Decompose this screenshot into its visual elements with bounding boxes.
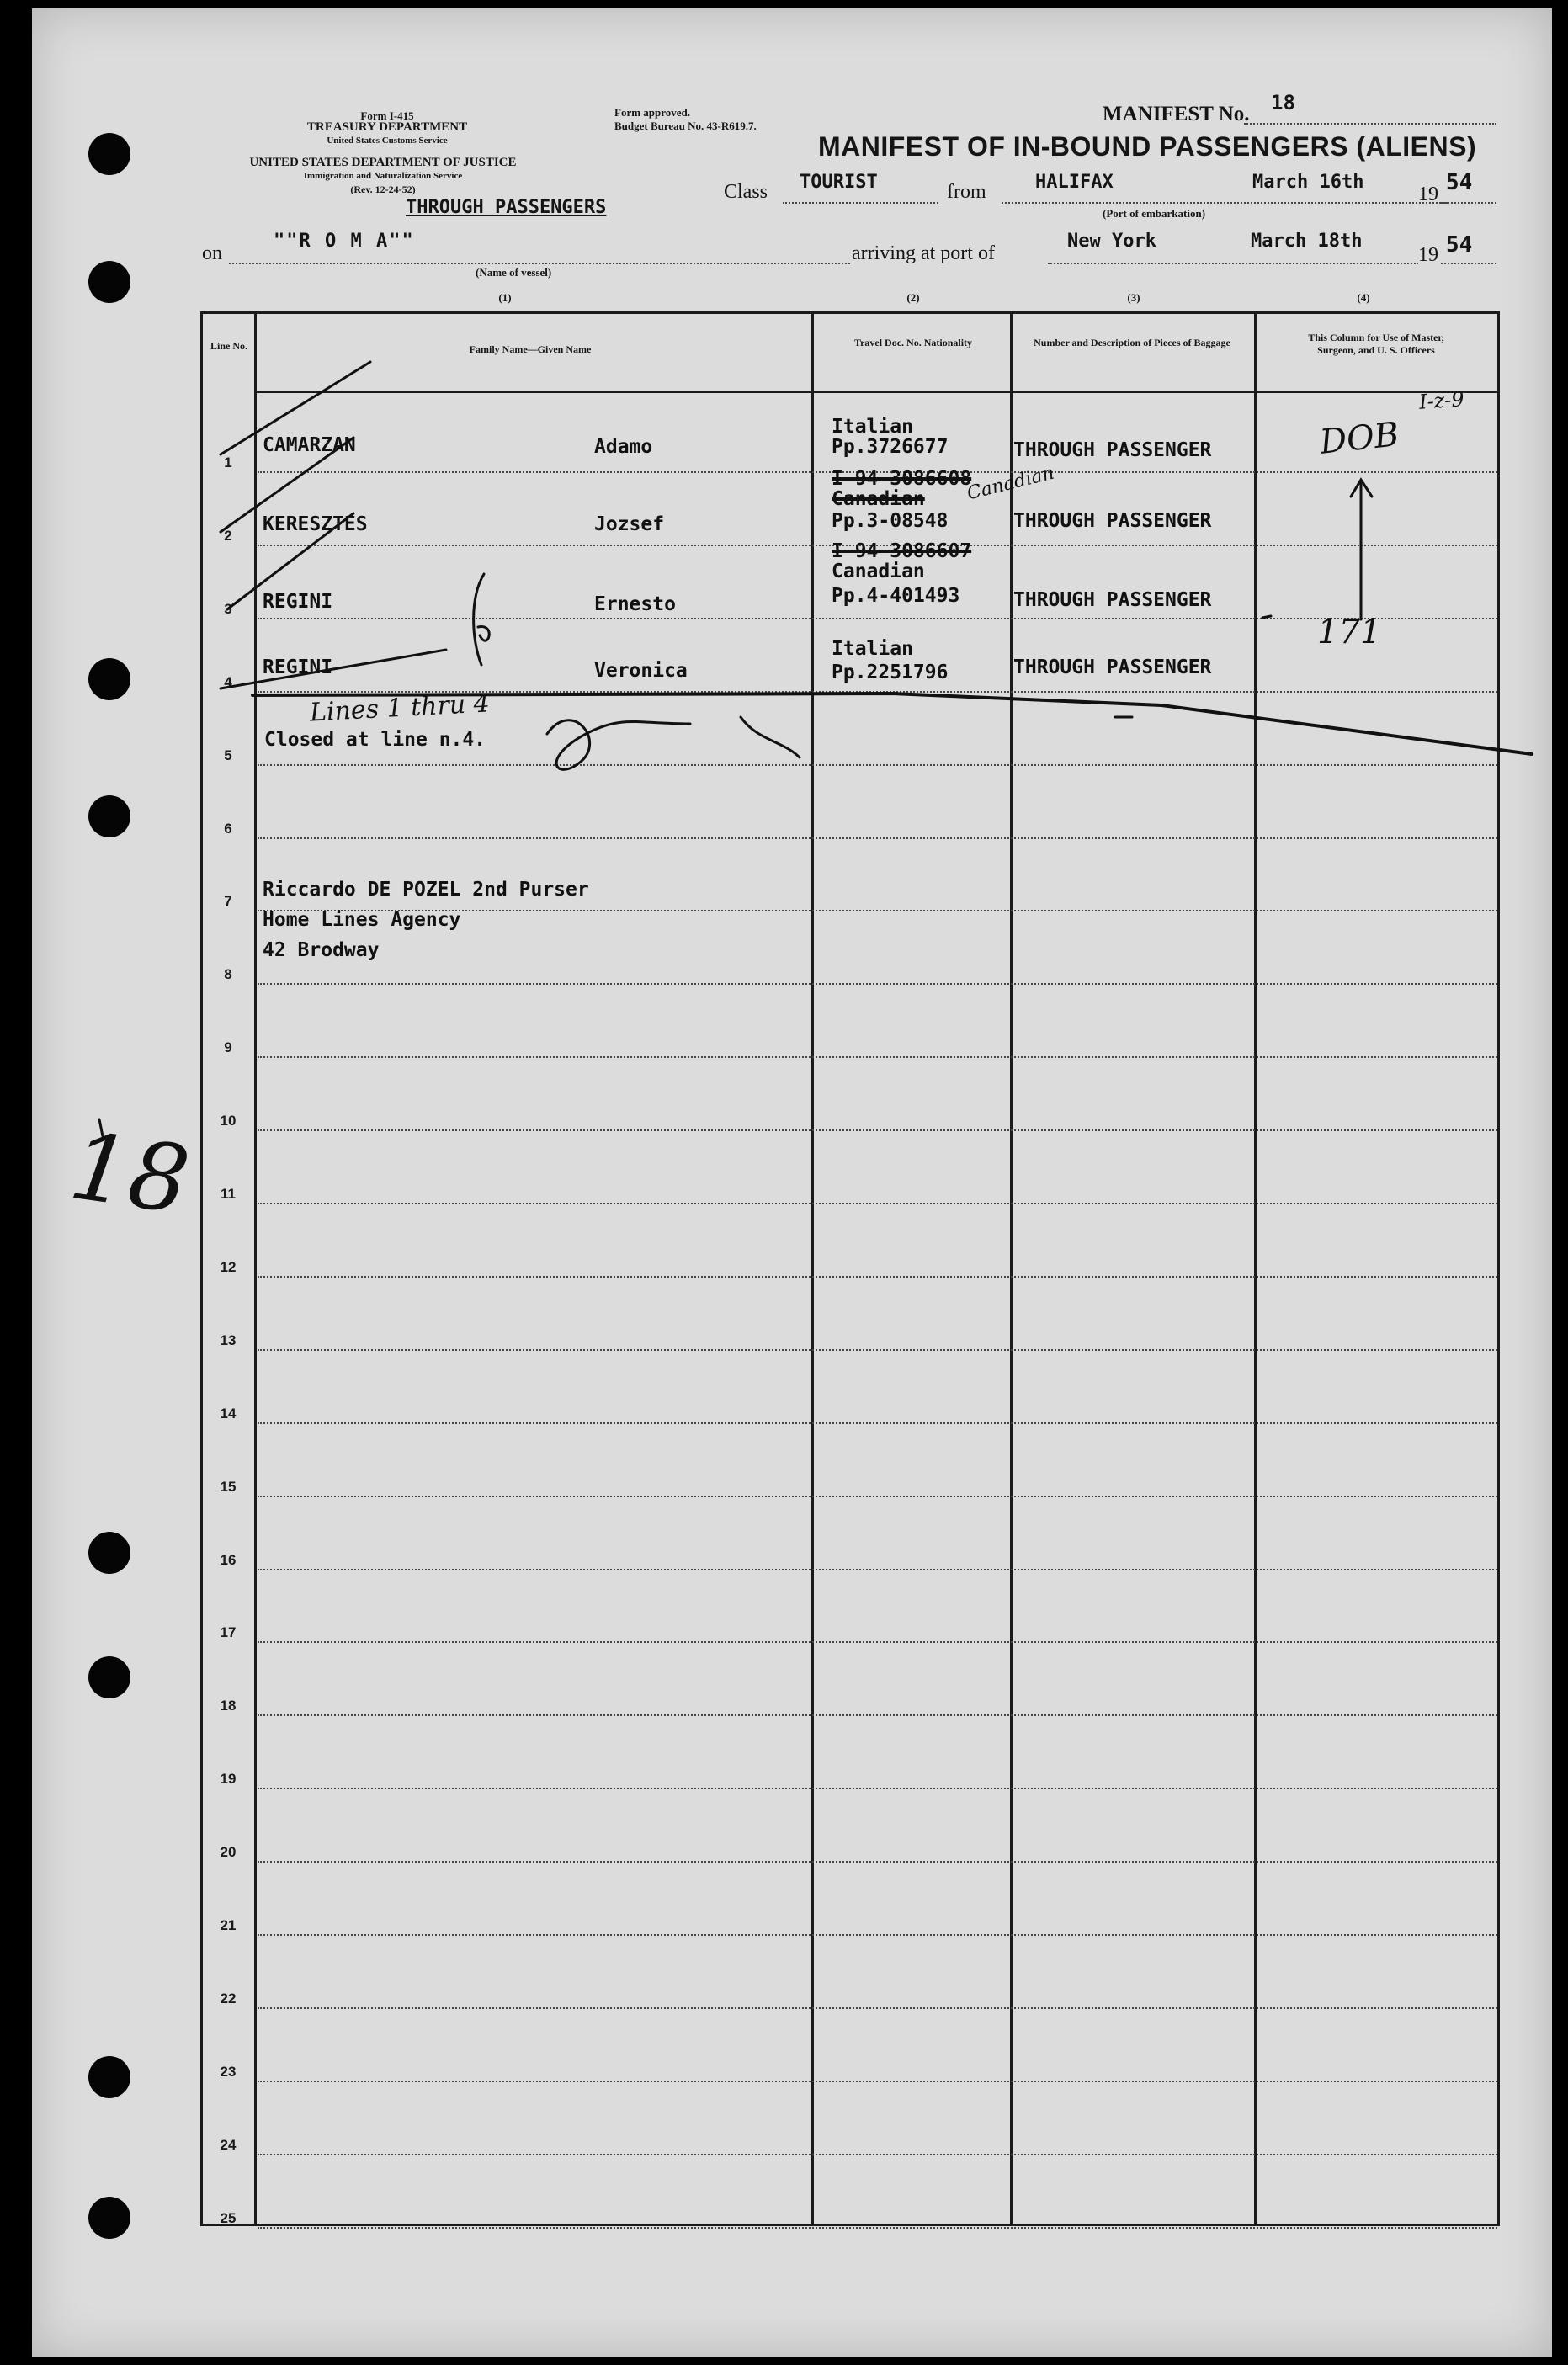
form-number: Form I-415 — [360, 109, 414, 122]
row-rule — [258, 983, 1497, 985]
row-rule — [258, 2227, 1497, 2229]
vessel-name: ""R O M A"" — [274, 231, 415, 252]
punch-hole — [88, 1656, 130, 1698]
row-rule — [258, 1129, 1497, 1131]
handwritten-iz9: I-z-9 — [1418, 387, 1465, 414]
line-number: 7 — [224, 893, 232, 909]
punch-hole — [88, 2056, 130, 2098]
manifest-number: 18 — [1271, 91, 1295, 114]
line-number: 6 — [224, 821, 232, 837]
line-number: 14 — [220, 1406, 237, 1422]
row-rule — [258, 1056, 1497, 1058]
table-left-border — [200, 311, 203, 2226]
header-officers: This Column for Use of Master, Surgeon, and U. S. Officers — [1308, 332, 1444, 356]
purser-name: Riccardo DE POZEL 2nd Purser — [263, 879, 589, 901]
passenger-2-given: Jozsef — [594, 513, 665, 535]
line-number: 16 — [220, 1552, 237, 1568]
row-rule — [258, 2154, 1497, 2155]
punch-hole — [88, 261, 130, 303]
line-number: 15 — [220, 1479, 237, 1495]
line-number: 1 — [224, 454, 232, 470]
arriving-label: arriving at port of — [852, 242, 995, 264]
column-number-3: (3) — [1127, 291, 1140, 304]
line-number: 21 — [220, 1917, 237, 1933]
line-number: 19 — [220, 1771, 237, 1787]
line-number: 13 — [220, 1332, 237, 1348]
line-number: 12 — [220, 1259, 237, 1275]
column-header-divider — [254, 391, 1498, 393]
passenger-4-family: REGINI — [263, 656, 333, 678]
line-number: 17 — [220, 1624, 237, 1640]
port-embarkation-caption: (Port of embarkation) — [1103, 207, 1206, 220]
row-rule — [258, 1276, 1497, 1278]
agency-name: Home Lines Agency — [263, 909, 461, 931]
line-number: 18 — [220, 1698, 237, 1714]
class-label: Class — [724, 181, 768, 203]
from-value: HALIFAX — [1035, 172, 1114, 193]
passenger-3-baggage: THROUGH PASSENGER — [1013, 589, 1212, 611]
from-label: from — [947, 181, 986, 203]
header-name: Family Name—Given Name — [469, 343, 592, 355]
passenger-4-nationality: Italian — [832, 638, 913, 660]
passenger-1-doc: Pp.3726677 — [832, 436, 949, 458]
row-rule — [258, 618, 1497, 619]
passenger-2-doc: Pp.3-08548 — [832, 510, 949, 532]
on-label: on — [202, 242, 222, 264]
handwritten-margin-18: 18 — [63, 1111, 196, 1236]
handwritten-canadian: Canadian — [965, 462, 1057, 505]
passenger-2-family: KERESZTES — [263, 513, 368, 535]
line-number: 23 — [220, 2064, 237, 2080]
line-column-divider — [254, 311, 257, 2226]
punch-hole — [88, 1532, 130, 1574]
doc-column-divider — [1010, 311, 1013, 2226]
header-baggage: Number and Description of Pieces of Baggage — [1034, 337, 1230, 348]
manifest-title: MANIFEST OF IN-BOUND PASSENGERS (ALIENS) — [818, 131, 1477, 162]
table-top-border — [200, 311, 1500, 314]
class-value: TOURIST — [800, 172, 878, 193]
passenger-1-family: CAMARZAN — [263, 434, 356, 456]
treasury-department: TREASURY DEPARTMENT — [306, 120, 468, 134]
line-number: 22 — [220, 1990, 237, 2006]
form-revision: (Rev. 12-24-52) — [350, 183, 416, 195]
passenger-3-doc: Pp.4-401493 — [832, 585, 960, 607]
passenger-1-nationality: Italian — [832, 416, 913, 438]
row-rule — [258, 1422, 1497, 1424]
name-column-divider — [811, 311, 814, 2226]
line-number: 9 — [224, 1039, 232, 1055]
manifest-label: MANIFEST No. — [1103, 103, 1250, 125]
arrival-port: New York — [1067, 231, 1156, 252]
baggage-column-divider — [1254, 311, 1257, 2226]
manifest-page — [32, 8, 1552, 2357]
row-rule — [258, 1641, 1497, 1643]
line-number: 11 — [221, 1186, 236, 1202]
line-number: 10 — [220, 1113, 237, 1129]
passenger-2-struck-nationality: Canadian — [832, 488, 925, 510]
column-number-1: (1) — [498, 291, 512, 304]
passenger-3-given: Ernesto — [594, 593, 676, 615]
line-number: 3 — [224, 601, 232, 617]
arrival-year-prefix: 19 — [1418, 244, 1438, 266]
line-number: 5 — [224, 747, 232, 763]
table-right-border — [1497, 311, 1500, 2226]
line-number: 24 — [220, 2137, 237, 2153]
passenger-1-given: Adamo — [594, 436, 653, 458]
passenger-2-struck-doc: I-94-3086608 — [832, 468, 972, 490]
column-number-2: (2) — [906, 291, 920, 304]
handwritten-171: 171 — [1317, 613, 1382, 651]
passenger-3-family: REGINI — [263, 591, 333, 613]
department-of-justice: UNITED STATES DEPARTMENT OF JUSTICE — [249, 156, 517, 169]
passenger-4-doc: Pp.2251796 — [832, 662, 949, 683]
punch-hole — [88, 658, 130, 700]
arrival-date: March 18th — [1251, 231, 1363, 252]
through-passengers-header: THROUGH PASSENGERS — [406, 197, 607, 218]
customs-service: United States Customs Service — [327, 136, 448, 146]
arrival-year: 54 — [1446, 232, 1473, 258]
budget-bureau: Budget Bureau No. 43-R619.7. — [614, 120, 757, 132]
passenger-4-given: Veronica — [594, 660, 688, 682]
ins-service: Immigration and Naturalization Service — [303, 171, 463, 181]
departure-year-prefix: 19 — [1418, 183, 1438, 205]
line-number: 25 — [220, 2210, 237, 2226]
closed-note: Closed at line n.4. — [264, 729, 486, 751]
row-rule — [258, 764, 1497, 766]
row-rule — [258, 1496, 1497, 1497]
punch-hole — [88, 2197, 130, 2239]
column-number-4: (4) — [1357, 291, 1370, 304]
departure-date: March 16th — [1252, 172, 1364, 193]
row-rule — [258, 1203, 1497, 1204]
row-rule — [258, 1349, 1497, 1351]
row-rule — [258, 1861, 1497, 1863]
row-rule — [258, 1788, 1497, 1789]
row-rule — [258, 2081, 1497, 2082]
handwritten-lines-1-thru-4: Lines 1 thru 4 — [309, 688, 491, 728]
vessel-caption: (Name of vessel) — [476, 266, 552, 279]
passenger-4-baggage: THROUGH PASSENGER — [1013, 656, 1212, 678]
line-number: 2 — [224, 528, 232, 544]
header-line-no: Line No. — [210, 340, 247, 352]
punch-hole — [88, 795, 130, 837]
agency-address: 42 Brodway — [263, 939, 380, 961]
passenger-2-baggage: THROUGH PASSENGER — [1013, 510, 1212, 532]
handwritten-dob: DOB — [1317, 415, 1401, 462]
row-rule — [258, 1714, 1497, 1716]
header-travel-doc: Travel Doc. No. Nationality — [853, 337, 973, 348]
line-number: 20 — [220, 1844, 237, 1860]
punch-hole — [88, 133, 130, 175]
row-rule — [258, 837, 1497, 839]
row-rule — [258, 2007, 1497, 2009]
row-rule — [258, 1934, 1497, 1936]
passenger-3-nationality: Canadian — [832, 561, 925, 582]
form-approved: Form approved. — [614, 106, 691, 119]
table-bottom-border — [200, 2224, 1500, 2226]
line-number: 8 — [224, 966, 232, 982]
passenger-3-struck-doc: I-94-3086607 — [832, 540, 972, 562]
departure-year: 54 — [1446, 170, 1473, 195]
row-rule — [258, 1569, 1497, 1570]
line-number: 4 — [224, 674, 232, 690]
passenger-1-baggage: THROUGH PASSENGER — [1013, 439, 1212, 461]
